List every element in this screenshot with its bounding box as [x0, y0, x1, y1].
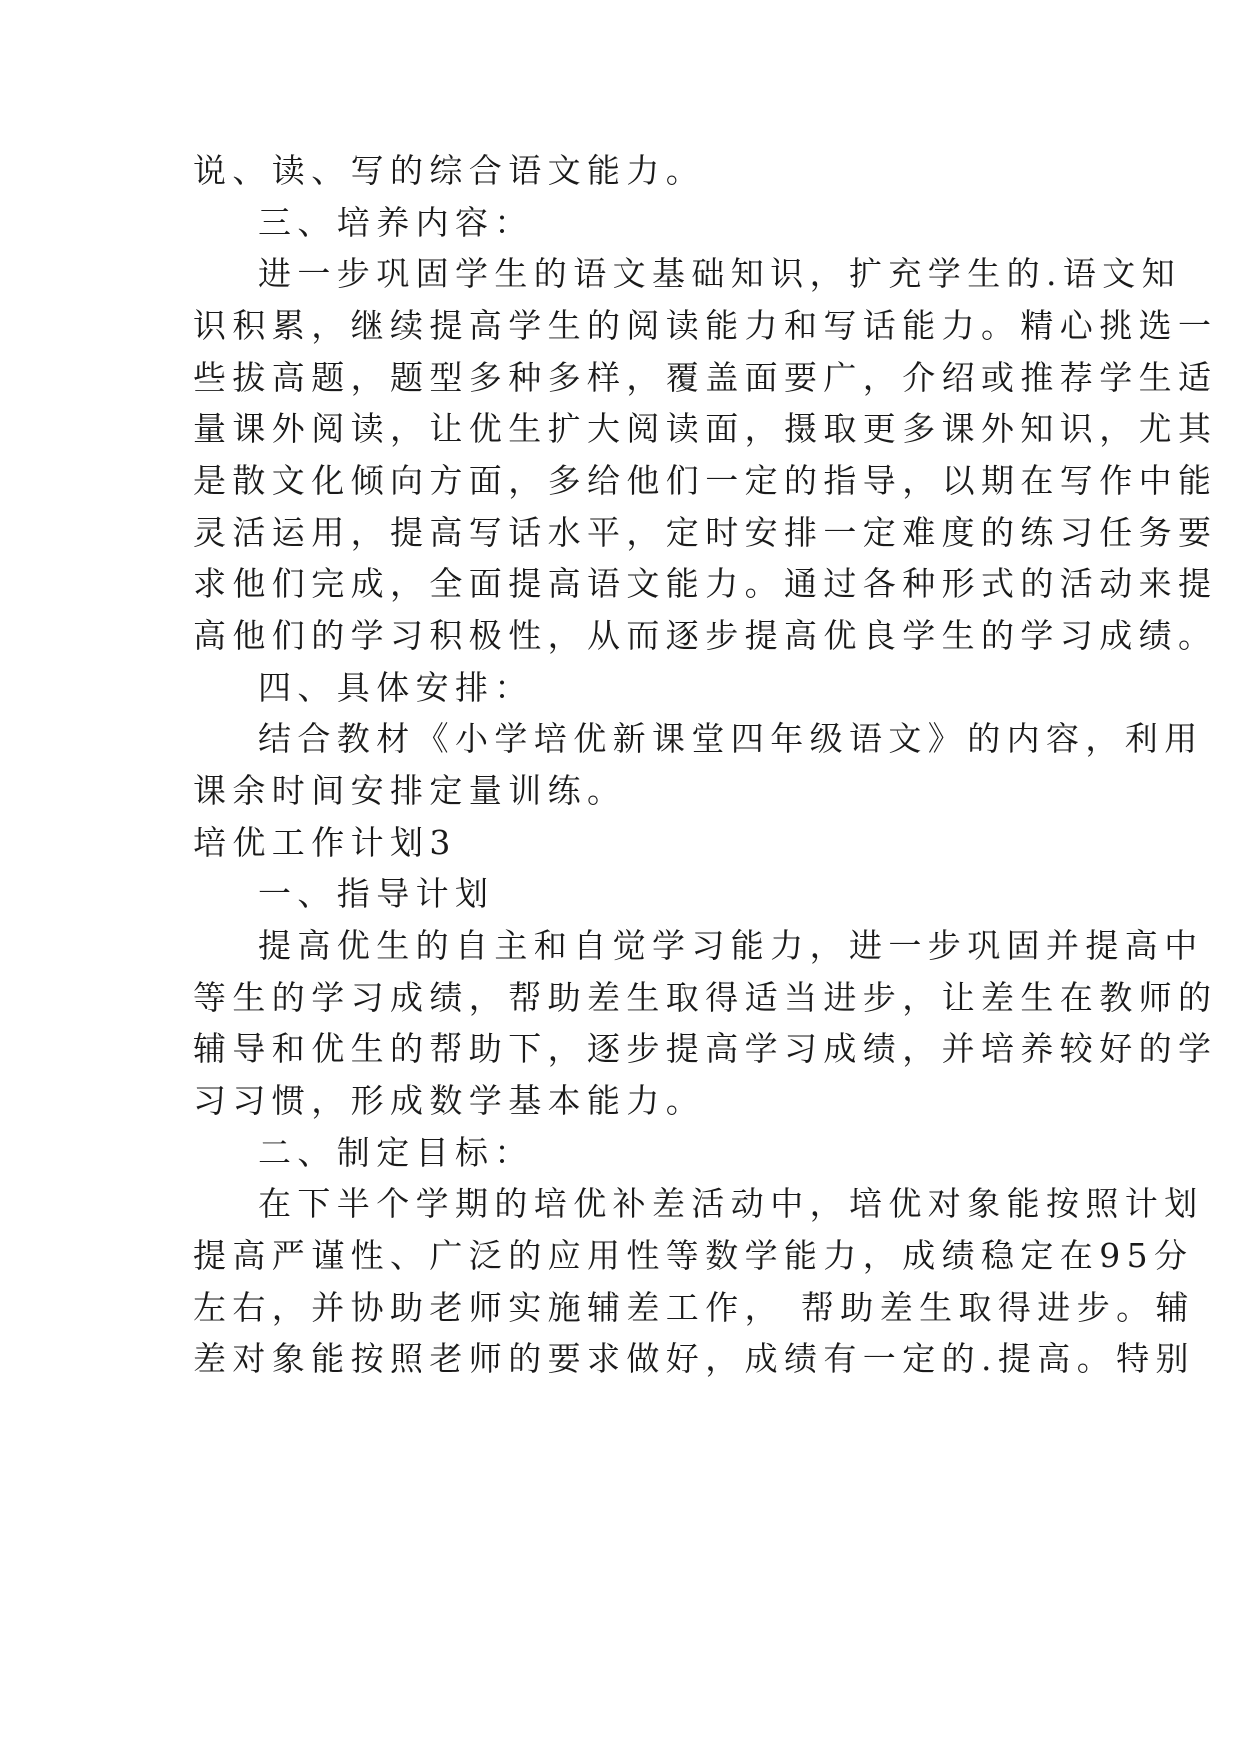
document-title: 培优工作计划3	[193, 823, 457, 862]
text-line: 提高优生的自主和自觉学习能力，进一步巩固并提高中	[258, 926, 1204, 965]
text-line: 左右，并协助老师实施辅差工作， 帮助差生取得进步。辅	[193, 1288, 1195, 1327]
text-line: 是散文化倾向方面，多给他们一定的指导，以期在写作中能	[193, 461, 1218, 500]
text-line: 结合教材《小学培优新课堂四年级语文》的内容，利用	[258, 719, 1204, 758]
text-line: 习习惯，形成数学基本能力。	[193, 1081, 706, 1120]
text-line: 等生的学习成绩，帮助差生取得适当进步，让差生在教师的	[193, 978, 1218, 1017]
section-heading: 二、制定目标：	[258, 1133, 534, 1172]
section-heading: 三、培养内容：	[258, 203, 534, 242]
text-line: 识积累，继续提高学生的阅读能力和写话能力。精心挑选一	[193, 306, 1218, 345]
text-line: 灵活运用，提高写话水平，定时安排一定难度的练习任务要	[193, 513, 1218, 552]
section-heading: 一、指导计划	[258, 874, 495, 913]
text-line: 求他们完成，全面提高语文能力。通过各种形式的活动来提	[193, 564, 1218, 603]
text-line: 些拔高题，题型多种多样，覆盖面要广，介绍或推荐学生适	[193, 358, 1218, 397]
text-line: 在下半个学期的培优补差活动中，培优对象能按照计划	[258, 1184, 1204, 1223]
text-line: 量课外阅读，让优生扩大阅读面，摄取更多课外知识，尤其	[193, 409, 1218, 448]
text-line: 进一步巩固学生的语文基础知识，扩充学生的.语文知	[258, 254, 1182, 293]
text-line: 课余时间安排定量训练。	[193, 771, 627, 810]
section-heading: 四、具体安排：	[258, 668, 534, 707]
text-line: 差对象能按照老师的要求做好，成绩有一定的.提高。特别	[193, 1339, 1195, 1378]
text-line: 辅导和优生的帮助下，逐步提高学习成绩，并培养较好的学	[193, 1029, 1218, 1068]
text-line: 高他们的学习积极性，从而逐步提高优良学生的学习成绩。	[193, 616, 1218, 655]
text-line: 提高严谨性、广泛的应用性等数学能力，成绩稳定在95分	[193, 1236, 1194, 1275]
text-line: 说、读、写的综合语文能力。	[193, 151, 706, 190]
